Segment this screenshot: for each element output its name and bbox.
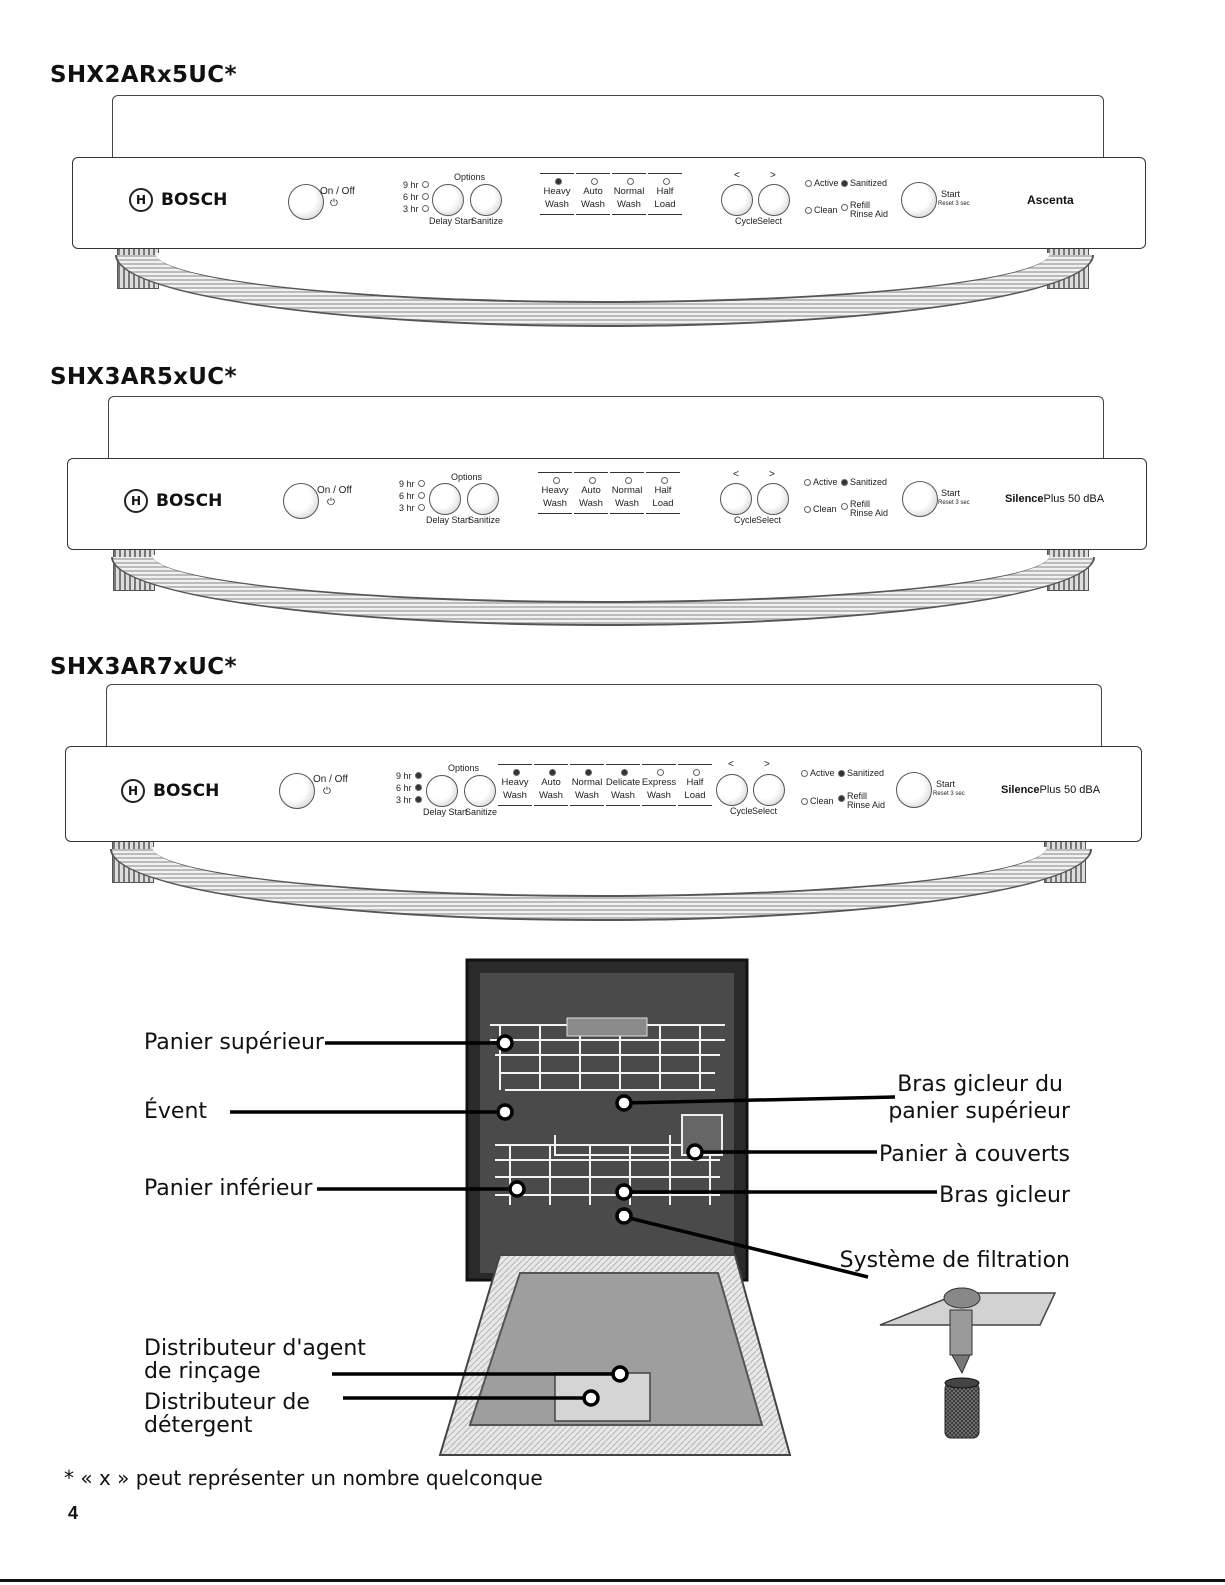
- select-label: Select: [756, 515, 782, 525]
- cycle-top-rule: [642, 764, 676, 765]
- cycle-option: [642, 764, 676, 814]
- led-6hr: [415, 784, 422, 791]
- cycle-bottom-rule: [646, 513, 680, 514]
- cycle-bottom-rule: [534, 805, 568, 806]
- cycle-option: [606, 764, 640, 814]
- cycle-led: [585, 769, 592, 776]
- control-bar: [67, 458, 1147, 550]
- cycle-right-arrow: >: [764, 759, 770, 770]
- delay-start-button[interactable]: [429, 483, 461, 515]
- cycle-label-top: Heavy: [541, 485, 569, 496]
- select-label: Select: [757, 216, 783, 226]
- series-light: Plus 50 dBA: [1039, 784, 1101, 796]
- cycle-label-bottom: Wash: [575, 790, 599, 801]
- delay-start-button[interactable]: [426, 775, 458, 807]
- cycle-bottom-rule: [498, 805, 532, 806]
- power-icon: ⏻: [330, 198, 338, 209]
- delay-9hr: 9 hr: [399, 479, 415, 489]
- delay-6hr: 6 hr: [399, 491, 415, 501]
- series-bold: Silence: [1001, 784, 1040, 796]
- control-panel-3: [0, 684, 1225, 934]
- cycle-bottom-rule: [648, 214, 682, 215]
- cycle-bottom-rule: [570, 805, 604, 806]
- bottom-rule: [0, 1579, 1225, 1582]
- door-outline: [112, 95, 1104, 161]
- led-clean: [801, 798, 808, 805]
- reset-label: Reset 3 sec: [933, 791, 965, 797]
- cycle-right-arrow: >: [770, 170, 776, 181]
- cycle-label-bottom: Load: [652, 498, 674, 509]
- cycle-led: [625, 477, 632, 484]
- model-title-2: SHX3AR5xUC*: [50, 364, 237, 390]
- control-bar: [72, 157, 1146, 249]
- cycle-label-bottom: Wash: [545, 199, 569, 210]
- filter-system-image: [880, 1288, 1055, 1438]
- cycle-bottom-rule: [540, 214, 574, 215]
- brand-name: BOSCH: [161, 190, 228, 210]
- cycle-button[interactable]: [721, 184, 753, 216]
- cycle-label-bottom: Load: [684, 790, 706, 801]
- on-off-button[interactable]: [279, 773, 315, 809]
- sanitized-label: Sanitized: [850, 477, 888, 487]
- led-sanitized: [841, 180, 848, 187]
- cycle-top-rule: [646, 472, 680, 473]
- label-upper-spray-2: panier supérieur: [888, 1099, 1070, 1124]
- label-lower-rack: Panier inférieur: [144, 1176, 313, 1201]
- sanitized-label: Sanitized: [850, 178, 888, 188]
- sanitized-label: Sanitized: [847, 768, 885, 778]
- label-rinse-aid-1: Distributeur d'agent: [144, 1336, 366, 1361]
- cycle-label-bottom: Wash: [615, 498, 639, 509]
- cycle-label-top: Half: [686, 777, 704, 788]
- cycle-option: [678, 764, 712, 814]
- cycle-led: [589, 477, 596, 484]
- cycle-label: Cycle: [735, 216, 758, 226]
- cycle-option: [576, 173, 610, 223]
- start-label: Start: [941, 488, 961, 498]
- refill-label: Refill: [850, 499, 871, 509]
- cycle-led: [663, 178, 670, 185]
- dishwasher-door: [440, 1255, 790, 1455]
- cycle-label-bottom: Wash: [647, 790, 671, 801]
- on-off-label: On / Off: [320, 186, 355, 197]
- label-upper-spray-1: Bras gicleur du: [897, 1072, 1063, 1097]
- cycle-top-rule: [678, 764, 712, 765]
- cycle-label-bottom: Wash: [579, 498, 603, 509]
- delay-start-label: Delay Start: [426, 515, 471, 525]
- led-sanitized: [838, 770, 845, 777]
- start-label: Start: [941, 189, 961, 199]
- cycle-option: [574, 472, 608, 522]
- led-9hr: [422, 181, 429, 188]
- bosch-logo-icon: H: [129, 188, 153, 212]
- label-detergent-2: détergent: [144, 1413, 253, 1438]
- cycle-option: [646, 472, 680, 522]
- power-icon: ⏻: [323, 786, 331, 797]
- delay-6hr: 6 hr: [403, 192, 419, 202]
- cycle-label-top: Auto: [581, 485, 601, 496]
- led-6hr: [418, 492, 425, 499]
- cycle-led: [553, 477, 560, 484]
- cycle-label-top: Normal: [613, 186, 645, 197]
- select-label: Select: [752, 806, 778, 816]
- cycle-top-rule: [540, 173, 574, 174]
- cycle-bottom-rule: [606, 805, 640, 806]
- power-icon: ⏻: [327, 497, 335, 508]
- cycle-led: [693, 769, 700, 776]
- cycle-top-rule: [498, 764, 532, 765]
- series-bold: Ascenta: [1027, 193, 1074, 207]
- dishwasher-tub: [467, 960, 747, 1280]
- on-off-label: On / Off: [313, 774, 348, 785]
- delay-3hr: 3 hr: [396, 795, 412, 805]
- cycle-top-rule: [612, 173, 646, 174]
- bosch-logo-icon: H: [121, 779, 145, 803]
- delay-start-label: Delay Start: [423, 807, 468, 817]
- on-off-button[interactable]: [283, 483, 319, 519]
- led-3hr: [418, 504, 425, 511]
- select-button[interactable]: [753, 774, 785, 806]
- delay-start-label: Delay Start: [429, 216, 474, 226]
- sanitize-button[interactable]: [470, 184, 502, 216]
- cycle-label-bottom: Load: [654, 199, 676, 210]
- sanitize-label: Sanitize: [471, 216, 504, 226]
- cycle-led: [549, 769, 556, 776]
- cycle-bottom-rule: [574, 513, 608, 514]
- cycle-label-top: Half: [654, 485, 672, 496]
- series-bold: Silence: [1005, 493, 1044, 505]
- label-rinse-aid-2: de rinçage: [144, 1359, 261, 1384]
- label-spray-arm: Bras gicleur: [939, 1183, 1070, 1208]
- start-label: Start: [936, 779, 956, 789]
- delay-9hr: 9 hr: [396, 771, 412, 781]
- delay-3hr: 3 hr: [403, 204, 419, 214]
- cycle-left-arrow: <: [728, 759, 734, 770]
- cycle-button[interactable]: [720, 483, 752, 515]
- select-button[interactable]: [758, 184, 790, 216]
- cycle-top-rule: [606, 764, 640, 765]
- cycle-bottom-rule: [642, 805, 676, 806]
- cycle-option: [540, 173, 574, 223]
- series-name: [1027, 193, 1074, 207]
- cycle-option: [612, 173, 646, 223]
- led-3hr: [422, 205, 429, 212]
- cycle-led: [621, 769, 628, 776]
- cycle-left-arrow: <: [734, 170, 740, 181]
- rinse-aid-label: Rinse Aid: [847, 800, 886, 810]
- cycle-label-top: Heavy: [543, 186, 571, 197]
- cycle-led: [513, 769, 520, 776]
- cycle-label-top: Heavy: [501, 777, 529, 788]
- cycle-option: [538, 472, 572, 522]
- cycle-label-bottom: Wash: [581, 199, 605, 210]
- cycle-label-top: Express: [641, 777, 677, 788]
- led-active: [801, 770, 808, 777]
- refill-label: Refill: [850, 200, 871, 210]
- brand-name: BOSCH: [156, 491, 223, 511]
- refill-label: Refill: [847, 791, 868, 801]
- led-sanitized: [841, 479, 848, 486]
- model-title-3: SHX3AR7xUC*: [50, 654, 237, 680]
- cycle-label-bottom: Wash: [611, 790, 635, 801]
- led-active: [805, 180, 812, 187]
- cycle-label-bottom: Wash: [543, 498, 567, 509]
- cycle-led: [555, 178, 562, 185]
- led-9hr: [415, 772, 422, 779]
- cycle-label-bottom: Wash: [617, 199, 641, 210]
- cycle-bottom-rule: [610, 513, 644, 514]
- cycle-top-rule: [648, 173, 682, 174]
- bosch-logo-icon: H: [124, 489, 148, 513]
- cycle-option: [648, 173, 682, 223]
- start-button[interactable]: [902, 481, 938, 517]
- cycle-top-rule: [538, 472, 572, 473]
- active-label: Active: [813, 477, 838, 487]
- cycle-label-top: Delicate: [605, 777, 641, 788]
- cycle-label-bottom: Wash: [539, 790, 563, 801]
- page-number: 4: [68, 1503, 79, 1523]
- led-refill: [841, 204, 848, 211]
- series-light: Plus 50 dBA: [1043, 493, 1105, 505]
- rinse-aid-label: Rinse Aid: [850, 508, 889, 518]
- cycle-led: [661, 477, 668, 484]
- series-name: [1005, 493, 1104, 505]
- door-outline: [108, 396, 1104, 462]
- brand-logo: [129, 188, 227, 212]
- brand-logo: [121, 779, 219, 803]
- reset-label: Reset 3 sec: [938, 500, 970, 506]
- led-active: [804, 479, 811, 486]
- series-name: [1001, 784, 1100, 796]
- cycle-bottom-rule: [576, 214, 610, 215]
- reset-label: Reset 3 sec: [938, 201, 970, 207]
- cycle-option: [498, 764, 532, 814]
- cycle-label-top: Normal: [611, 485, 643, 496]
- sanitize-button[interactable]: [467, 483, 499, 515]
- options-label: Options: [454, 172, 486, 182]
- cycle-led: [627, 178, 634, 185]
- cycle-label-bottom: Wash: [503, 790, 527, 801]
- label-vent: Évent: [144, 1099, 208, 1124]
- cycle-option: [610, 472, 644, 522]
- cycle-bottom-rule: [678, 805, 712, 806]
- cycle-label-top: Auto: [541, 777, 561, 788]
- brand-name: BOSCH: [153, 781, 220, 801]
- label-upper-rack: Panier supérieur: [144, 1030, 324, 1055]
- label-filter: Système de filtration: [839, 1248, 1070, 1273]
- control-bar: [65, 746, 1142, 842]
- cycle-left-arrow: <: [733, 469, 739, 480]
- on-off-button[interactable]: [288, 184, 324, 220]
- model-title-1: SHX2ARx5UC*: [50, 62, 237, 88]
- clean-label: Clean: [814, 205, 838, 215]
- led-9hr: [418, 480, 425, 487]
- delay-start-button[interactable]: [432, 184, 464, 216]
- start-button[interactable]: [901, 182, 937, 218]
- led-clean: [805, 207, 812, 214]
- cycle-option: [570, 764, 604, 814]
- delay-3hr: 3 hr: [399, 503, 415, 513]
- cycle-led: [657, 769, 664, 776]
- led-6hr: [422, 193, 429, 200]
- cycle-top-rule: [574, 472, 608, 473]
- sanitize-label: Sanitize: [468, 515, 501, 525]
- cycle-right-arrow: >: [769, 469, 775, 480]
- delay-9hr: 9 hr: [403, 180, 419, 190]
- cycle-top-rule: [610, 472, 644, 473]
- cycle-option: [534, 764, 568, 814]
- label-detergent-1: Distributeur de: [144, 1390, 310, 1415]
- cycle-led: [591, 178, 598, 185]
- rinse-aid-label: Rinse Aid: [850, 209, 889, 219]
- options-label: Options: [451, 472, 483, 482]
- cycle-label: Cycle: [734, 515, 757, 525]
- cycle-label: Cycle: [730, 806, 753, 816]
- cycle-button[interactable]: [716, 774, 748, 806]
- active-label: Active: [810, 768, 835, 778]
- label-cutlery: Panier à couverts: [878, 1142, 1070, 1167]
- clean-label: Clean: [813, 504, 837, 514]
- led-clean: [804, 506, 811, 513]
- sanitize-label: Sanitize: [465, 807, 498, 817]
- cycle-top-rule: [570, 764, 604, 765]
- led-refill: [838, 795, 845, 802]
- start-button[interactable]: [896, 772, 932, 808]
- select-button[interactable]: [757, 483, 789, 515]
- footnote: * « x » peut représenter un nombre quelconque: [64, 1466, 543, 1490]
- control-panel-1: [0, 95, 1225, 340]
- door-outline: [106, 684, 1102, 749]
- cycle-top-rule: [576, 173, 610, 174]
- cycle-label-top: Normal: [571, 777, 603, 788]
- brand-logo: [124, 489, 222, 513]
- on-off-label: On / Off: [317, 485, 352, 496]
- delay-6hr: 6 hr: [396, 783, 412, 793]
- cycle-top-rule: [534, 764, 568, 765]
- cycle-label-top: Half: [656, 186, 674, 197]
- cycle-bottom-rule: [612, 214, 646, 215]
- cycle-label-top: Auto: [583, 186, 603, 197]
- active-label: Active: [814, 178, 839, 188]
- led-3hr: [415, 796, 422, 803]
- options-label: Options: [448, 763, 480, 773]
- clean-label: Clean: [810, 796, 834, 806]
- cycle-bottom-rule: [538, 513, 572, 514]
- led-refill: [841, 503, 848, 510]
- control-panel-2: [0, 396, 1225, 641]
